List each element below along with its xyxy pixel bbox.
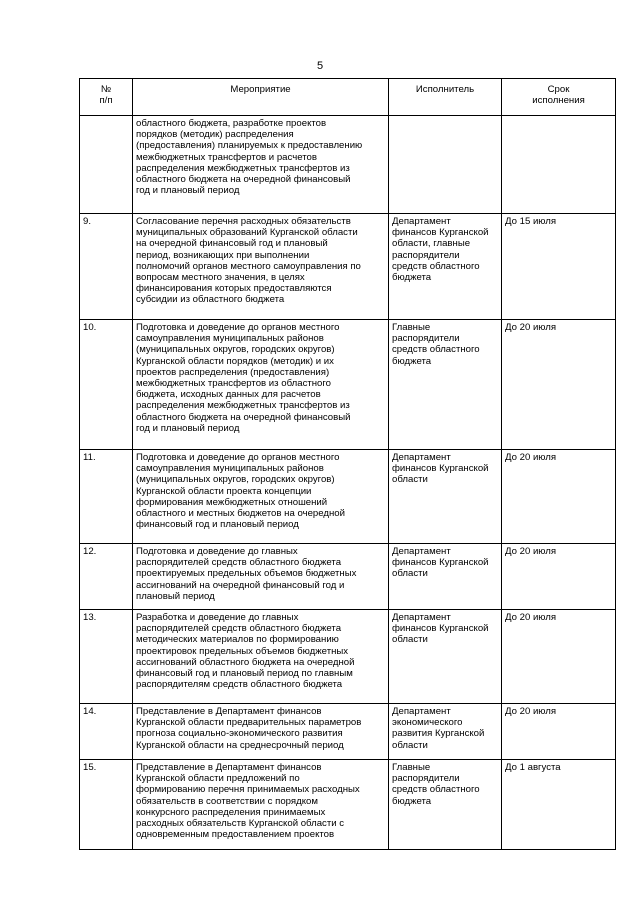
table-row	[80, 544, 616, 610]
activity-line: конкурсного распределения принимаемых	[136, 806, 326, 818]
activity-line: год и плановый период	[136, 185, 240, 197]
term-line: До 20 июля	[505, 452, 557, 463]
executor-line: Департамент	[392, 216, 451, 227]
executor-line: финансов Курганской	[392, 227, 489, 239]
activity-line: формированию перечня принимаемых расходных	[136, 784, 360, 796]
row-number: 15.	[80, 760, 133, 850]
table-row	[80, 214, 616, 320]
activity-line: полномочий органов местного самоуправления по	[136, 260, 361, 272]
activity-line: муниципальных образований Курганской области	[136, 227, 358, 239]
activity-line: проектируемых предельных объемов бюджетных	[136, 568, 357, 580]
executor-line: бюджета	[392, 272, 432, 284]
row-executor	[389, 704, 502, 760]
activity-line: формирования межбюджетных отношений	[136, 496, 328, 508]
activity-line: прогноза социально-экономического развития	[136, 728, 343, 740]
activity-line: финансовый год и плановый период по главным	[136, 668, 353, 680]
activity-line: Подготовка и доведение до органов местного	[136, 322, 340, 333]
executor-line: финансов Курганской	[392, 557, 489, 569]
executor-line: Департамент	[392, 612, 451, 623]
header-executor-line: Исполнитель	[415, 84, 475, 95]
executor-line: распорядители	[392, 249, 460, 261]
row-activity	[133, 760, 389, 850]
activity-line: плановый период	[136, 590, 215, 602]
term-line: До 1 августа	[505, 762, 561, 773]
activity-line: Курганской области предложений по	[136, 773, 300, 785]
activity-line: проектов распределения (предоставления)	[136, 366, 330, 378]
activity-line: ассигнований областного бюджета на очередной	[136, 656, 355, 668]
activity-line: (муниципальных округов, городских округов)	[136, 474, 335, 486]
row-term	[502, 760, 616, 850]
activity-line: самоуправления муниципальных районов	[136, 333, 324, 345]
row-term	[502, 320, 616, 450]
activity-line: Курганской области на среднесрочный период	[136, 739, 344, 751]
executor-line: Департамент	[392, 546, 451, 557]
executor-line: Главные	[392, 762, 431, 773]
activity-line: распорядителей средств областного бюджета	[136, 623, 342, 635]
activity-line: период, возникающих при выполнении	[136, 249, 310, 261]
executor-line: области, главные	[392, 238, 471, 250]
executor-line: Главные	[392, 322, 431, 333]
header-term	[502, 79, 616, 116]
row-number: 10.	[80, 320, 133, 450]
row-activity	[133, 320, 389, 450]
executor-line: бюджета	[392, 795, 432, 807]
header-term-line: исполнения	[532, 95, 585, 107]
activity-line: областного и местных бюджетов на очередной	[136, 508, 345, 520]
header-activity	[133, 79, 389, 116]
activity-line: областного бюджета на очередной финансовый	[136, 411, 351, 423]
activity-line: распределения межбюджетных трансфертов из	[136, 162, 350, 174]
row-executor	[389, 760, 502, 850]
row-activity	[133, 704, 389, 760]
activity-line: (предоставления) планируемых к предоставлению	[136, 140, 363, 152]
row-term	[502, 116, 616, 214]
activity-line: методических материалов по формированию	[136, 634, 339, 646]
executor-line: области	[392, 474, 428, 486]
row-term	[502, 610, 616, 704]
term-line: До 20 июля	[505, 706, 557, 717]
header-term-line: Срок	[547, 84, 570, 95]
row-executor	[389, 214, 502, 320]
activity-line: распределения межбюджетных трансфертов из	[136, 400, 350, 412]
row-activity	[133, 214, 389, 320]
row-number: 11.	[80, 450, 133, 544]
header-activity-line: Мероприятие	[230, 84, 291, 95]
activity-line: (муниципальных округов, городских округов)	[136, 344, 335, 356]
activity-line: распорядителей средств областного бюджета	[136, 557, 342, 569]
executor-line: экономического	[392, 717, 463, 729]
activity-line: Согласование перечня расходных обязательств	[136, 216, 351, 227]
activity-line: расходных обязательств Курганской области с	[136, 818, 345, 830]
row-number	[80, 116, 133, 214]
executor-line: средств областного	[392, 344, 480, 356]
header-num	[80, 79, 133, 116]
activity-line: финансирования которых предоставляются	[136, 283, 332, 295]
row-number: 13.	[80, 610, 133, 704]
executor-line: области	[392, 739, 428, 751]
executor-line: финансов Курганской	[392, 463, 489, 475]
row-executor	[389, 450, 502, 544]
table-body	[80, 116, 616, 850]
activity-line: областного бюджета, разработке проектов	[136, 118, 327, 129]
activity-line: проектировок предельных объемов бюджетных	[136, 645, 349, 657]
row-number: 12.	[80, 544, 133, 610]
activity-line: Представление в Департамент финансов	[136, 706, 322, 717]
activity-line: одновременным предоставлением проектов	[136, 829, 335, 841]
activity-line: Курганской области порядков (методик) и их	[136, 355, 334, 367]
activity-line: субсидии из областного бюджета	[136, 294, 285, 306]
row-executor	[389, 320, 502, 450]
row-term	[502, 704, 616, 760]
row-activity	[133, 116, 389, 214]
header-num-line: п/п	[99, 95, 113, 107]
table-row	[80, 450, 616, 544]
executor-line: средств областного	[392, 784, 480, 796]
activity-line: обязательств в соответствии с порядком	[136, 795, 318, 807]
activity-line: распорядителям средств областного бюджета	[136, 679, 343, 691]
activity-line: на очередной финансовый год и плановый	[136, 238, 328, 250]
executor-line: области	[392, 568, 428, 580]
activity-line: ассигнований на очередной финансовый год и	[136, 579, 345, 591]
executor-line: распорядители	[392, 333, 460, 345]
table-row	[80, 116, 616, 214]
activity-line: Подготовка и доведение до главных	[136, 546, 298, 557]
row-number: 9.	[80, 214, 133, 320]
activity-line: финансовый год и плановый период	[136, 519, 299, 531]
table-row	[80, 610, 616, 704]
term-line: До 20 июля	[505, 612, 557, 623]
row-term	[502, 214, 616, 320]
row-activity	[133, 450, 389, 544]
executor-line: средств областного	[392, 260, 480, 272]
executor-line: финансов Курганской	[392, 623, 489, 635]
activity-line: бюджета, исходных данных для расчетов	[136, 389, 321, 401]
term-line: До 15 июля	[505, 216, 557, 227]
executor-line: распорядители	[392, 773, 460, 785]
term-line: До 20 июля	[505, 546, 557, 557]
activity-line: областного бюджета на очередной финансовый	[136, 174, 351, 186]
row-executor	[389, 610, 502, 704]
row-number: 14.	[80, 704, 133, 760]
executor-line: Департамент	[392, 706, 451, 717]
header-executor	[389, 79, 502, 116]
activity-line: год и плановый период	[136, 422, 240, 434]
plan-table	[79, 78, 616, 850]
table-row	[80, 704, 616, 760]
executor-line: бюджета	[392, 355, 432, 367]
activity-line: Подготовка и доведение до органов местного	[136, 452, 340, 463]
table-row	[80, 320, 616, 450]
activity-line: межбюджетных трансфертов из областного	[136, 378, 332, 390]
term-line: До 20 июля	[505, 322, 557, 333]
executor-line: области	[392, 634, 428, 646]
activity-line: Представление в Департамент финансов	[136, 762, 322, 773]
table-header-row	[80, 79, 616, 116]
row-executor	[389, 116, 502, 214]
activity-line: самоуправления муниципальных районов	[136, 463, 324, 475]
page-number: 5	[316, 60, 324, 72]
activity-line: вопросам местного значения, в целях	[136, 272, 305, 284]
row-term	[502, 544, 616, 610]
activity-line: Разработка и доведение до главных	[136, 612, 299, 623]
row-activity	[133, 544, 389, 610]
row-term	[502, 450, 616, 544]
row-activity	[133, 610, 389, 704]
table-row	[80, 760, 616, 850]
activity-line: порядков (методик) распределения	[136, 129, 294, 141]
activity-line: Курганской области предварительных параметров	[136, 717, 362, 729]
executor-line: Департамент	[392, 452, 451, 463]
header-num-line: №	[100, 84, 112, 95]
activity-line: межбюджетных трансфертов и расчетов	[136, 151, 317, 163]
activity-line: Курганской области проекта концепции	[136, 485, 312, 497]
row-executor	[389, 544, 502, 610]
executor-line: развития Курганской	[392, 728, 485, 740]
